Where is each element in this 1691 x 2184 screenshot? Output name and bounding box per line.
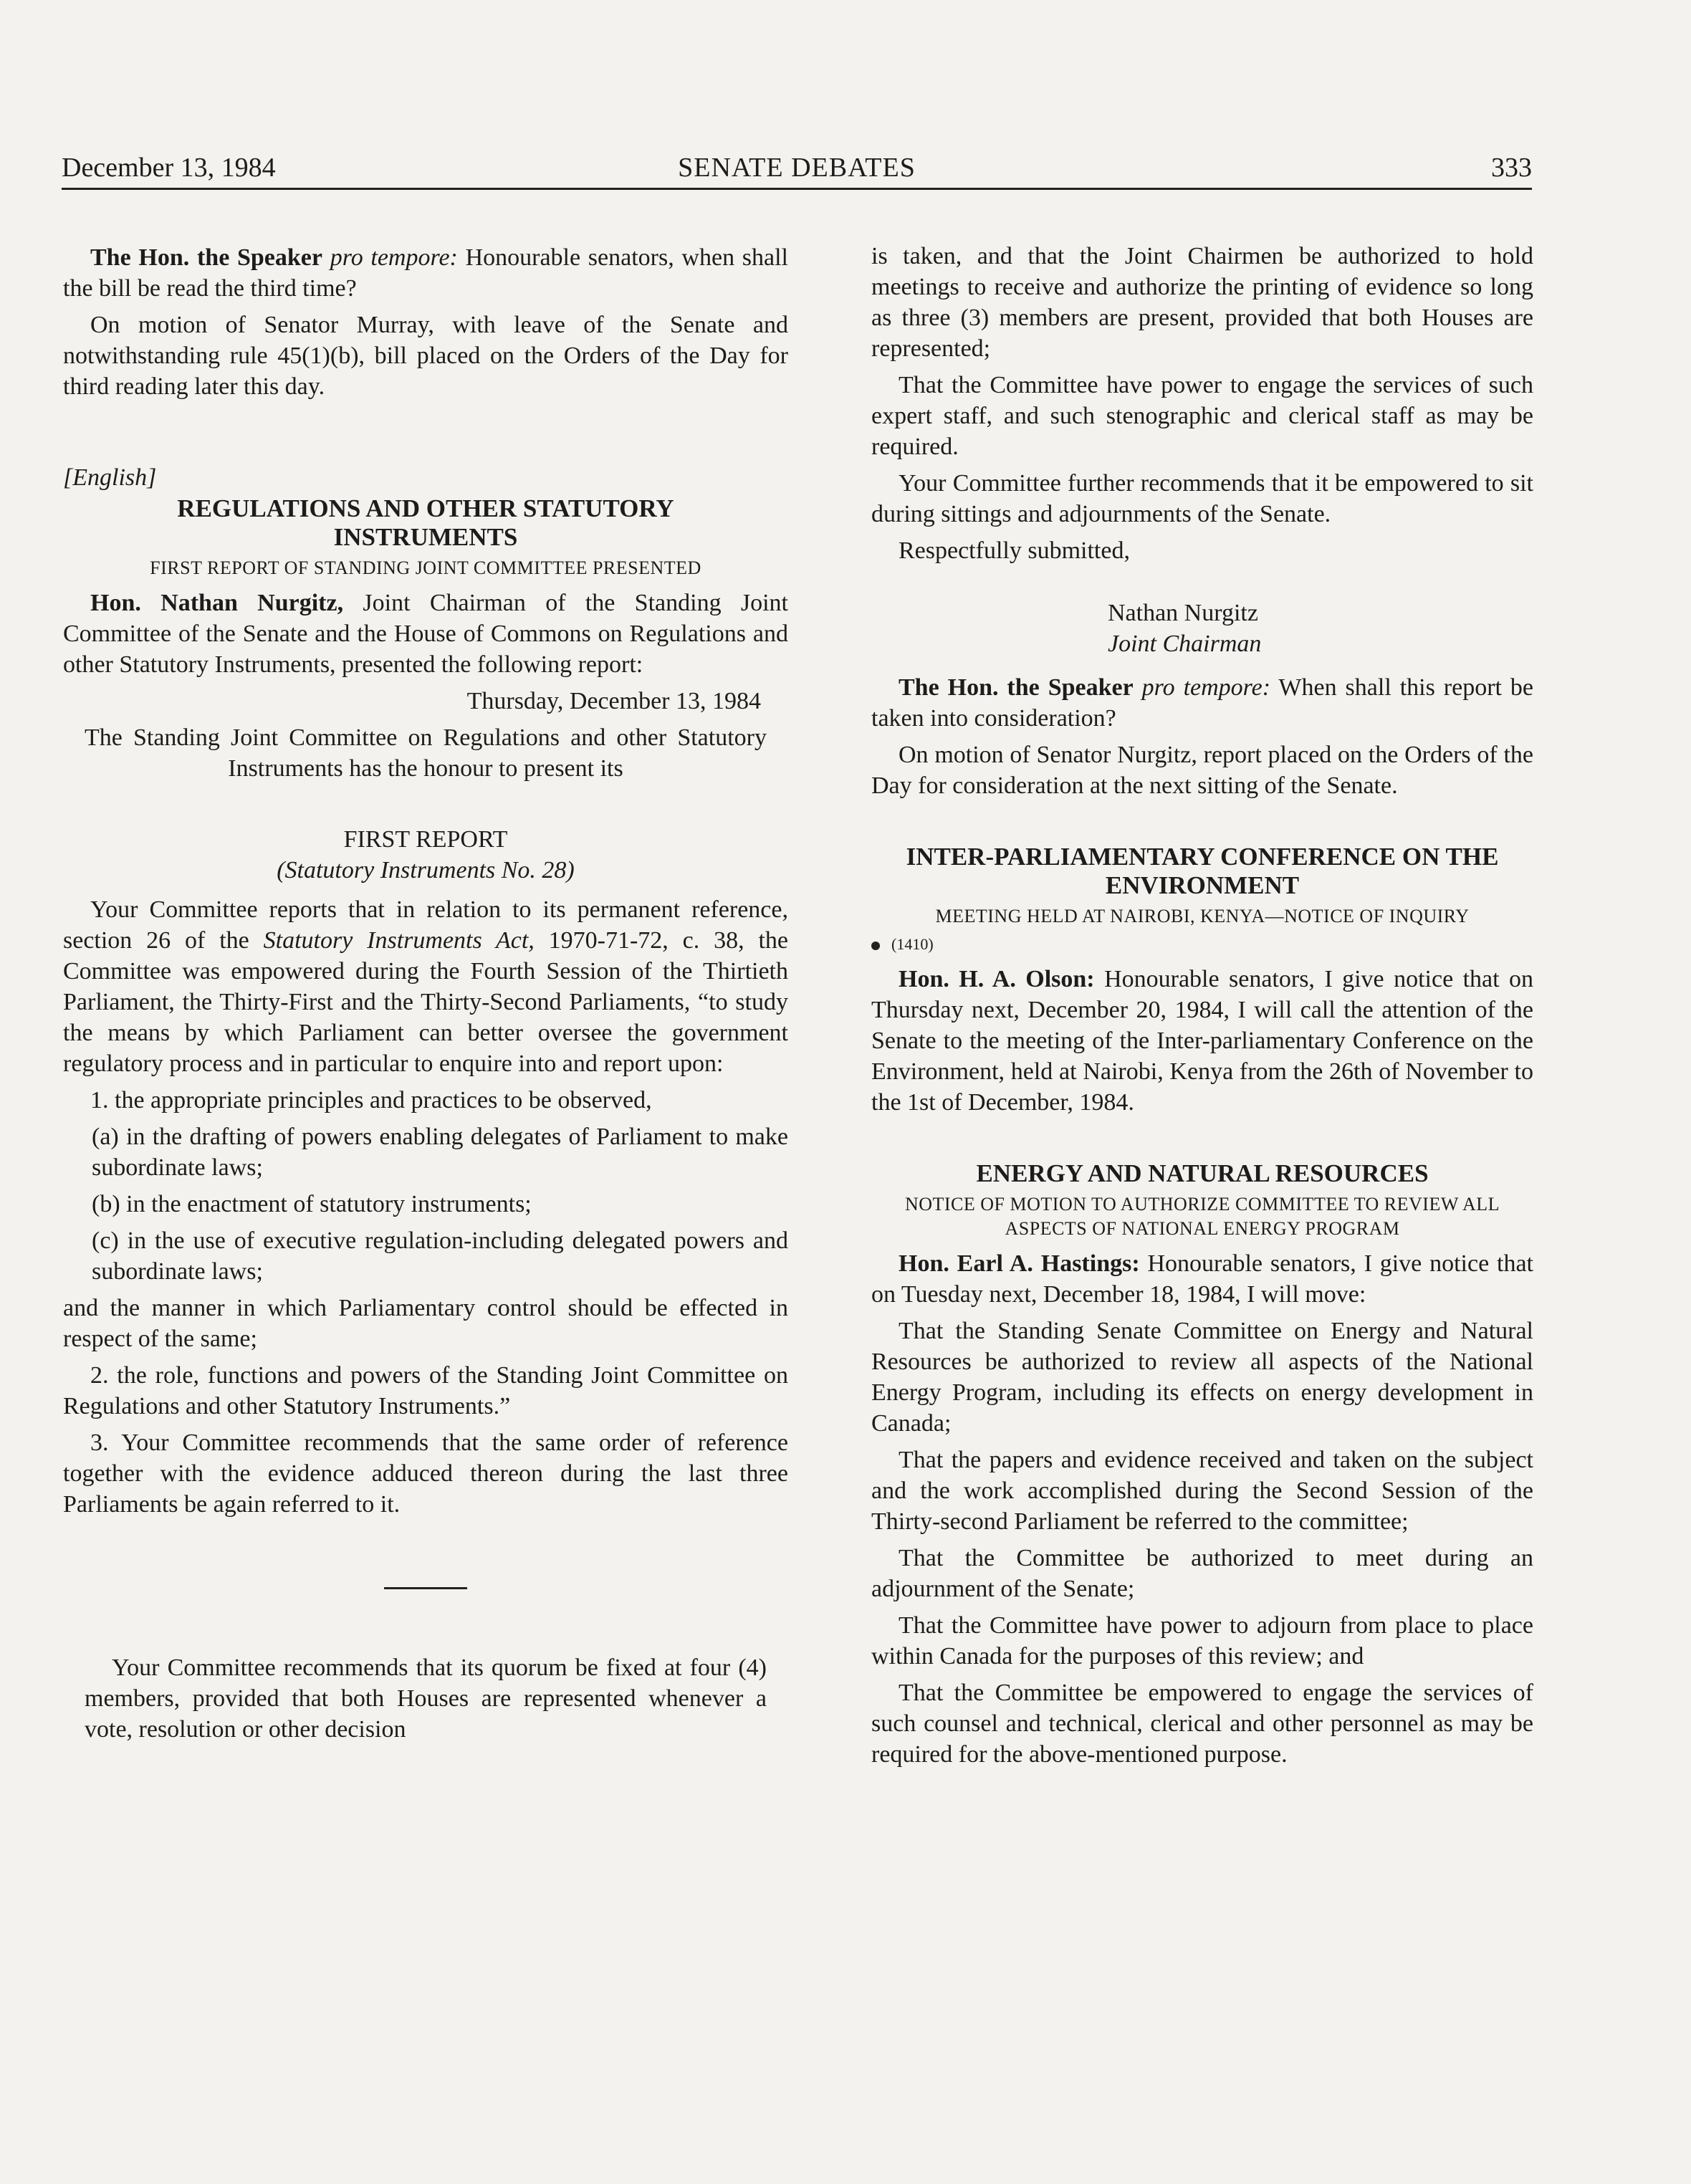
speaker-question [63, 242, 788, 304]
item-manner: and the manner in which Parliamentary control should be effected in respect of the same; [63, 1295, 788, 1352]
section-subtitle-environment: MEETING HELD AT NAIROBI, KENYA—NOTICE OF INQUIRY [935, 906, 1470, 926]
senator-name: Hon. Nathan Nurgitz, [90, 590, 344, 616]
signature-name: Nathan Nurgitz [1108, 600, 1258, 626]
header-title: SENATE DEBATES [678, 153, 916, 183]
time-marker-text: (1410) [891, 935, 934, 953]
signature-title: Joint Chairman [1108, 631, 1262, 657]
item-3: 3. Your Committee recommends that the same order of reference together with the evidence adduced thereon during the last three Parliaments be again referred to it. [63, 1429, 788, 1518]
motion-paragraph: On motion of Senator Murray, with leave of the Senate and notwithstanding rule 45(1)(b), bill placed on the Orders of the Day for third reading later this day. [63, 312, 788, 400]
item-b: (b) in the enactment of statutory instruments; [92, 1191, 532, 1217]
section-title-energy: ENERGY AND NATURAL RESOURCES [976, 1159, 1429, 1187]
item-1: 1. the appropriate principles and practices to be observed, [90, 1087, 652, 1113]
statement-text: Honourable senators, I give notice that on Tuesday next, December 18, 1984, I will move: [871, 1250, 1533, 1308]
report-subtitle: (Statutory Instruments No. 28) [277, 857, 575, 883]
report-paragraph-1 [63, 894, 788, 1079]
report-text-b: 1970-71-72, c. 38, the Committee was empowered during the Fourth Session of the Thirtieth Parliament, the Thirty-First and the Thirty-Second Parliaments, “to study the means by which Parliament can better oversee the government regulatory process and in particular to enquire into and report upon: [63, 927, 789, 1077]
speaker-name: The Hon. the Speaker [899, 674, 1134, 701]
hastings-statement [871, 1248, 1533, 1310]
motion-item-text: That the Standing Senate Committee on Energy and Natural Resources be authorized to review all aspects of the National Energy Program, including its effects on energy development in Canada; [871, 1318, 1533, 1437]
section-title-regulations: REGULATIONS AND OTHER STATUTORY INSTRUMENTS [177, 494, 674, 551]
left-column [63, 242, 788, 1750]
motion-item-5: That the Committee be empowered to engage the services of such counsel and technical, clerical and other personnel as may be required for the above-mentioned purpose. [871, 1680, 1533, 1768]
expert-staff-paragraph: That the Committee have power to engage the services of such expert staff, and such stenographic and clerical staff as may be required. [871, 372, 1533, 460]
motion-paragraph-2: On motion of Senator Nurgitz, report placed on the Orders of the Day for consideration at the next sitting of the Senate. [871, 742, 1533, 799]
speaker-role: pro tempore: [1141, 674, 1271, 701]
motion-item-2: That the papers and evidence received and taken on the subject and the work accomplished during the Second Session of the Thirty-second Parliament be referred to the committee; [871, 1447, 1533, 1535]
nurgitz-statement [63, 588, 788, 680]
item-c: (c) in the use of executive regulation-including delegated powers and subordinate laws; [92, 1227, 788, 1285]
respectfully-submitted: Respectfully submitted, [899, 537, 1130, 564]
motion-item-4: That the Committee have power to adjourn from place to place within Canada for the purposes of this review; and [871, 1612, 1533, 1670]
speaker-question-2 [871, 672, 1533, 734]
statement-text: Honourable senators, I give notice that on Thursday next, December 20, 1984, I will call the attention of the Senate to the meeting of the Inter-parliamentary Conference on the Environment, held at Nairobi, Kenya from the 26th of November to the 1st of December, 1984. [871, 966, 1533, 1116]
motion-item-1 [871, 1316, 1533, 1439]
item-2: 2. the role, functions and powers of the Standing Joint Committee on Regulations and other Statutory Instruments.” [63, 1362, 788, 1419]
bullet-icon [871, 942, 880, 950]
senator-name: Hon. Earl A. Hastings: [899, 1250, 1140, 1277]
item-a: (a) in the drafting of powers enabling delegates of Parliament to make subordinate laws; [92, 1124, 788, 1181]
report-continuation: is taken, and that the Joint Chairmen be authorized to hold meetings to receive and authorize the printing of evidence so long as three (3) members are present, provided that both Houses are represented; [871, 243, 1533, 362]
quorum-paragraph: Your Committee recommends that its quorum be fixed at four (4) members, provided that both Houses are represented whenever a vote, resolution or other decision [85, 1654, 767, 1743]
sittings-paragraph: Your Committee further recommends that it be empowered to sit during sittings and adjournments of the Senate. [871, 470, 1533, 527]
motion-item-3: That the Committee be authorized to meet during an adjournment of the Senate; [871, 1545, 1533, 1602]
report-intro: The Standing Joint Committee on Regulations and other Statutory Instruments has the honour to present its [85, 724, 767, 782]
section-subtitle-regulations: FIRST REPORT OF STANDING JOINT COMMITTEE PRESENTED [150, 557, 701, 578]
report-title: FIRST REPORT [343, 826, 508, 853]
language-tag: [English] [63, 464, 157, 491]
senator-name: Hon. H. A. Olson: [899, 966, 1095, 992]
act-title: Statutory Instruments Act, [263, 927, 535, 954]
page-number: 333 [1491, 153, 1532, 183]
page-header [62, 152, 1532, 190]
report-date: Thursday, December 13, 1984 [466, 688, 761, 714]
speaker-text: Honourable senators, when shall the bill be read the third time? [63, 244, 789, 302]
speaker-text: When shall this report be taken into consideration? [871, 674, 1534, 732]
right-column [871, 241, 1533, 1776]
section-title-environment: INTER-PARLIAMENTARY CONFERENCE ON THE ENVIRONMENT [906, 843, 1499, 899]
speaker-name: The Hon. the Speaker [90, 244, 322, 271]
statement-text: Joint Chairman of the Standing Joint Committee of the Senate and the House of Commons on Regulations and other Statutory Instruments, presented the following report: [63, 590, 788, 678]
report-text-a: Your Committee reports that in relation to its permanent reference, section 26 of the [63, 896, 788, 954]
olson-statement [871, 964, 1533, 1118]
speaker-role: pro tempore: [330, 244, 458, 271]
header-date: December 13, 1984 [62, 153, 276, 183]
section-subtitle-energy: NOTICE OF MOTION TO AUTHORIZE COMMITTEE TO REVIEW ALL ASPECTS OF NATIONAL ENERGY PROGRAM [904, 1194, 1500, 1239]
time-marker [871, 929, 1533, 959]
